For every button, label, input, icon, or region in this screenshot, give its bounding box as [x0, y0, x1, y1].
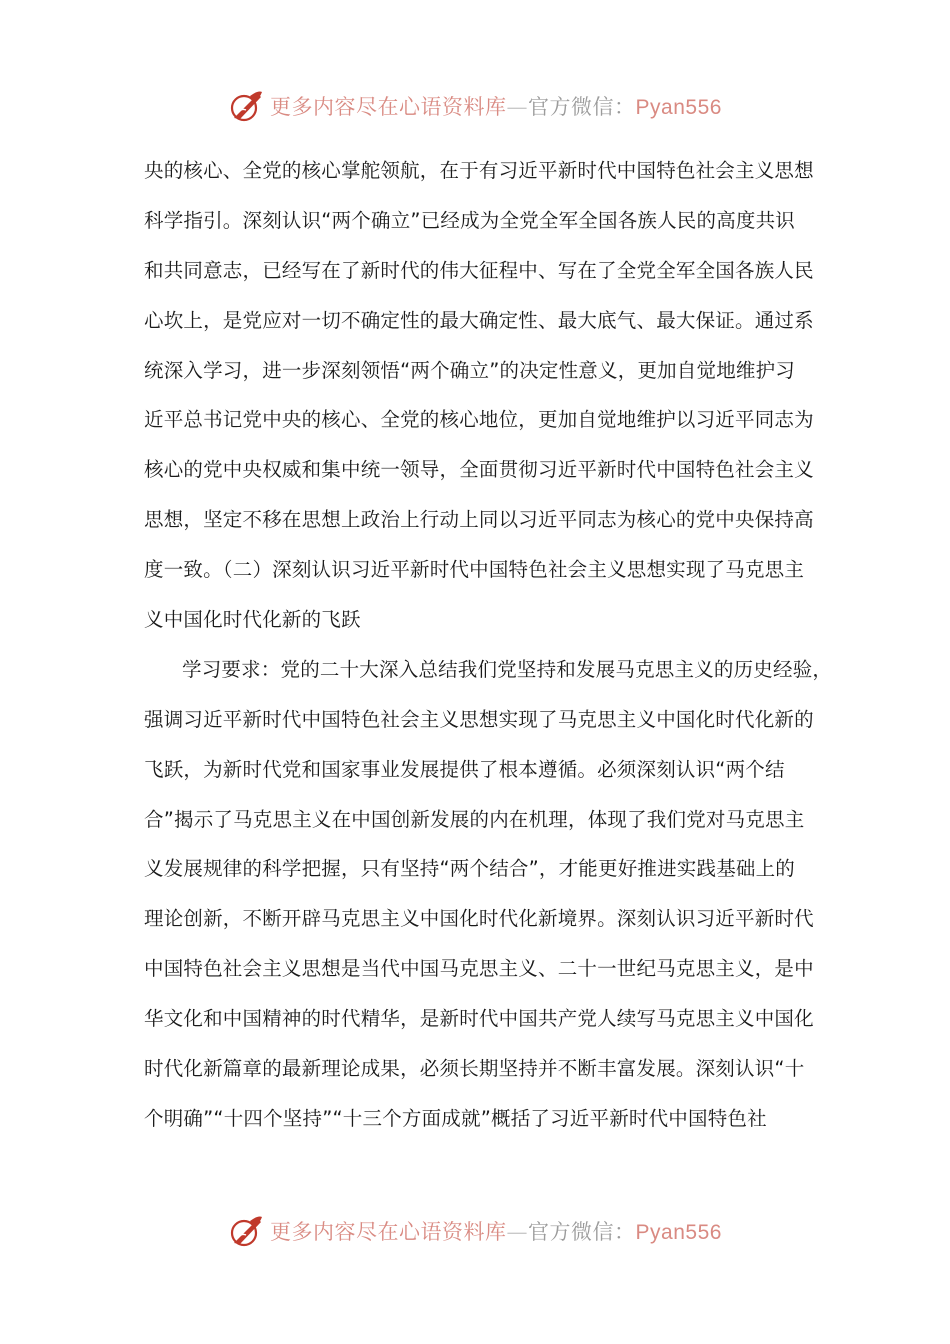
text-line: 理论创新，不断开辟马克思主义中国化时代化新境界。深刻认识习近平新时代 [144, 907, 814, 931]
text-line: 近平总书记党中央的核心、全党的核心地位，更加自觉地维护以习近平同志为 [144, 408, 814, 432]
text-line: 个明确”“十四个坚持”“十三个方面成就”概括了习近平新时代中国特色社 [144, 1106, 767, 1130]
text-line: 合”揭示了马克思主义在中国创新发展的内在机理，体现了我们党对马克思主 [144, 807, 805, 831]
watermark-dash: — [506, 1220, 529, 1244]
watermark-wechat-id: Pyan556 [635, 1221, 722, 1244]
watermark-wechat-id: Pyan556 [635, 96, 722, 119]
document-body [144, 150, 833, 1148]
watermark-dash: — [506, 95, 529, 119]
watermark-text [270, 1216, 722, 1246]
text-line: 统深入学习，进一步深刻领悟“两个确立”的决定性意义，更加自觉地维护习 [144, 358, 796, 382]
watermark-text [270, 91, 722, 121]
quill-logo-icon [228, 88, 264, 124]
text-line: 义发展规律的科学把握，只有坚持“两个结合”，才能更好推进实践基础上的 [144, 857, 796, 881]
watermark-wechat-label: 官方微信： [528, 95, 636, 119]
watermark-site: 更多内容尽在心语资料库 [270, 95, 507, 119]
watermark-site: 更多内容尽在心语资料库 [270, 1220, 507, 1244]
paragraph-start-line: 学习要求：党的二十大深入总结我们党坚持和发展马克思主义的历史经验， [182, 657, 833, 681]
text-line: 华文化和中国精神的时代精华，是新时代中国共产党人续写马克思主义中国化 [144, 1007, 814, 1031]
text-line: 强调习近平新时代中国特色社会主义思想实现了马克思主义中国化时代化新的 [144, 707, 814, 731]
text-line: 义中国化时代化新的飞跃 [144, 608, 361, 632]
text-line: 飞跃，为新时代党和国家事业发展提供了根本遵循。必须深刻认识“两个结 [144, 757, 785, 781]
footer-watermark [0, 1209, 950, 1253]
text-line: 度一致。（二）深刻认识习近平新时代中国特色社会主义思想实现了马克思主 [144, 558, 805, 582]
quill-logo-icon [228, 1213, 264, 1249]
text-line: 时代化新篇章的最新理论成果，必须长期坚持并不断丰富发展。深刻认识“十 [144, 1057, 805, 1081]
watermark-wechat-label: 官方微信： [528, 1220, 636, 1244]
text-line: 核心的党中央权威和集中统一领导，全面贯彻习近平新时代中国特色社会主义 [144, 458, 814, 482]
text-line: 心坎上，是党应对一切不确定性的最大确定性、最大底气、最大保证。通过系 [144, 308, 814, 332]
text-line: 中国特色社会主义思想是当代中国马克思主义、二十一世纪马克思主义，是中 [144, 957, 814, 981]
header-watermark [0, 84, 950, 128]
text-line: 思想，坚定不移在思想上政治上行动上同以习近平同志为核心的党中央保持高 [144, 508, 814, 532]
text-line: 和共同意志，已经写在了新时代的伟大征程中、写在了全党全军全国各族人民 [144, 258, 814, 282]
text-line: 央的核心、全党的核心掌舵领航，在于有习近平新时代中国特色社会主义思想 [144, 159, 814, 182]
text-line: 科学指引。深刻认识“两个确立”已经成为全党全军全国各族人民的高度共识 [144, 208, 796, 232]
